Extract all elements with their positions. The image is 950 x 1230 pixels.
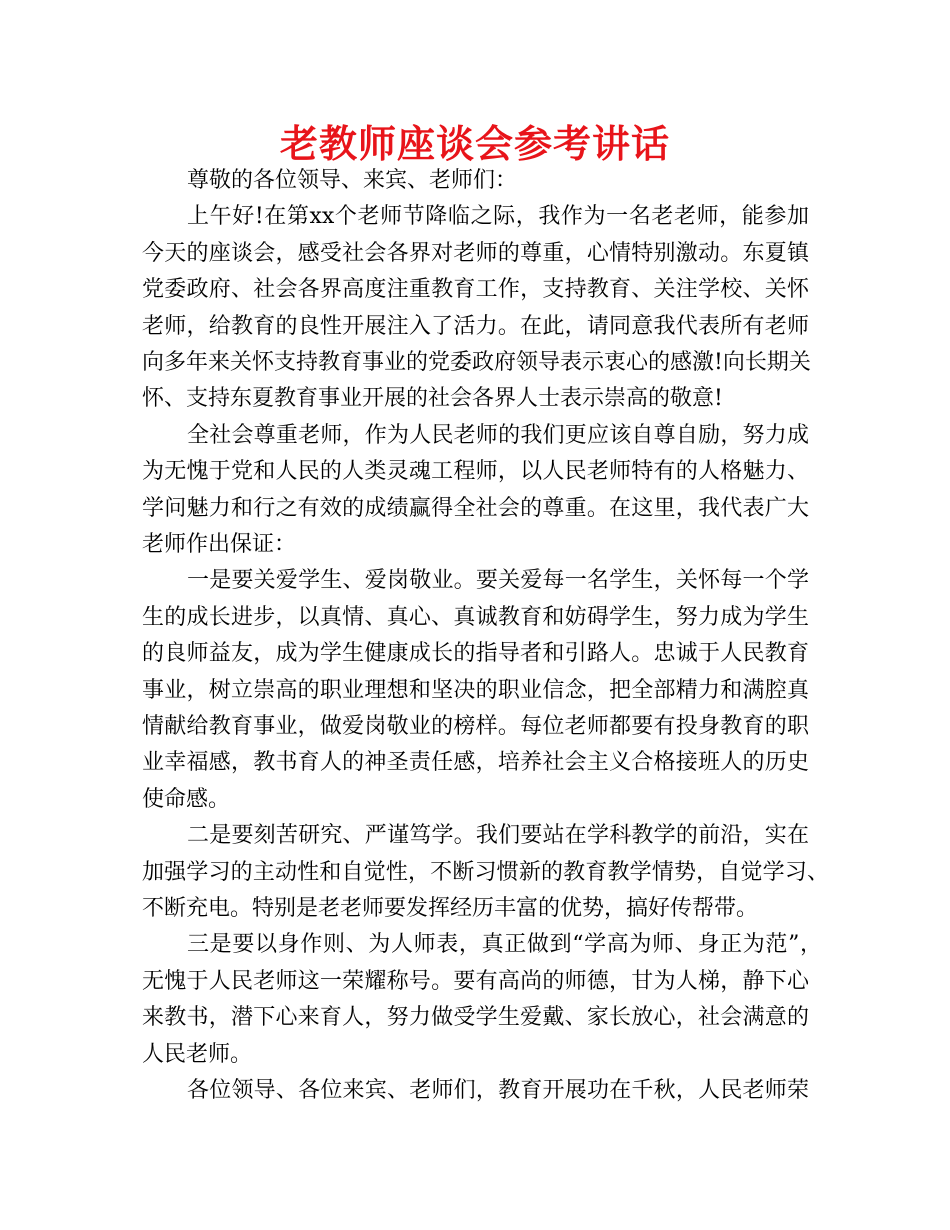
paragraph-line: 为无愧于党和人民的人类灵魂工程师，以人民老师特有的人格魅力、	[142, 459, 809, 484]
paragraph-line: 一是要关爱学生、爱岗敬业。要关爱每一名学生，关怀每一个学	[187, 568, 809, 593]
paragraph-line: 各位领导、各位来宾、老师们，教育开展功在千秋，人民老师荣	[187, 1078, 809, 1103]
paragraph-line: 不断充电。特别是老老师要发挥经历丰富的优势，搞好传帮带。	[142, 896, 759, 921]
paragraph-line: 事业，树立崇高的职业理想和坚决的职业信念，把全部精力和满腔真	[142, 678, 809, 703]
paragraph-line: 情献给教育事业，做爱岗敬业的榜样。每位老师都要有投身教育的职	[142, 714, 809, 739]
paragraph-line: 人民老师。	[142, 1042, 253, 1067]
paragraph-line: 今天的座谈会，感受社会各界对老师的尊重，心情特别激动。东夏镇	[142, 241, 809, 266]
paragraph-line: 无愧于人民老师这一荣耀称号。要有高尚的师德，甘为人梯，静下心	[142, 969, 809, 994]
paragraph-line: 生的成长进步，以真情、真心、真诚教育和妨碍学生，努力成为学生	[142, 605, 809, 630]
paragraph-line: 党委政府、社会各界高度注重教育工作，支持教育、关注学校、关怀	[142, 277, 809, 302]
paragraph-line: 加强学习的主动性和自觉性，不断习惯新的教育教学情势，自觉学习、	[142, 860, 829, 885]
paragraph-line: 全社会尊重老师，作为人民老师的我们更应该自尊自励，努力成	[187, 423, 809, 448]
salutation-line: 尊敬的各位领导、来宾、老师们：	[187, 168, 518, 193]
paragraph-line: 来教书，潜下心来育人，努力做受学生爱戴、家长放心，社会满意的	[142, 1005, 809, 1030]
paragraph-line: 上午好!在第xx个老师节降临之际，我作为一名老老师，能参加	[187, 204, 809, 229]
paragraph-line: 老师作出保证：	[142, 532, 297, 557]
paragraph-line: 老师，给教育的良性开展注入了活力。在此，请同意我代表所有老师	[142, 314, 809, 339]
paragraph-line: 怀、支持东夏教育事业开展的社会各界人士表示崇高的敬意!	[142, 386, 723, 411]
paragraph-line: 三是要以身作则、为人师表，真正做到“学高为师、身正为范”，	[187, 932, 822, 957]
paragraph-line: 的良师益友，成为学生健康成长的指导者和引路人。忠诚于人民教育	[142, 641, 809, 666]
paragraph-line: 二是要刻苦研究、严谨笃学。我们要站在学科教学的前沿，实在	[187, 823, 809, 848]
paragraph-line: 学问魅力和行之有效的成绩赢得全社会的尊重。在这里，我代表广大	[142, 496, 809, 521]
document-title: 老教师座谈会参考讲话	[279, 122, 670, 166]
paragraph-line: 使命感。	[142, 787, 231, 812]
paragraph-line: 向多年来关怀支持教育事业的党委政府领导表示衷心的感激!向长期关	[142, 350, 811, 375]
paragraph-line: 业幸福感，教书育人的神圣责任感，培养社会主义合格接班人的历史	[142, 750, 809, 775]
